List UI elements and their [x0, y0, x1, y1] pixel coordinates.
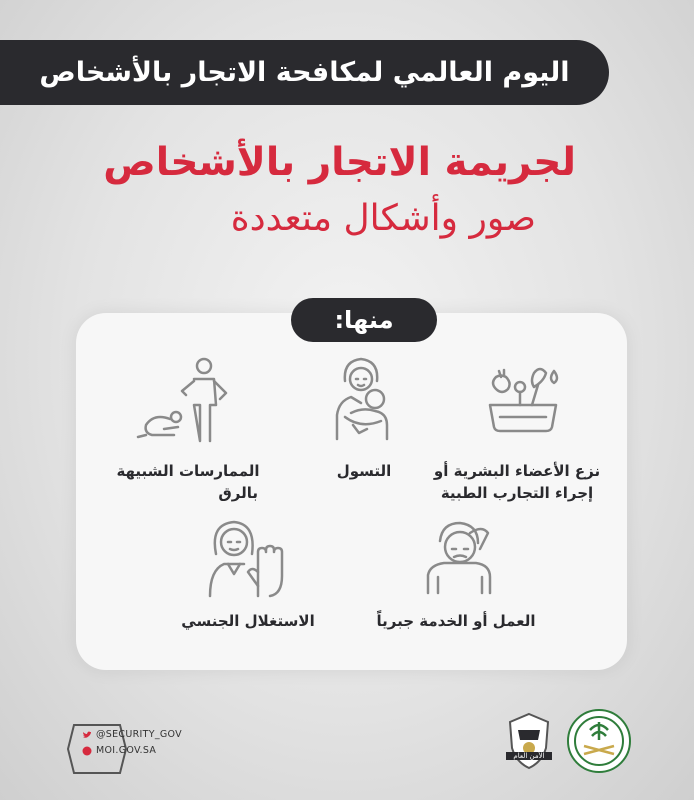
public-security-logo-text: الأمن العام — [506, 752, 552, 760]
page-subtitle: صور وأشكال متعددة — [230, 198, 536, 239]
website-link[interactable]: MOI.GOV.SA — [82, 745, 156, 756]
globe-icon — [82, 746, 92, 756]
moi-emblem-icon — [566, 708, 632, 774]
forced-labor-icon — [424, 519, 496, 595]
header-text: اليوم العالمي لمكافحة الاتجار بالأشخاص — [39, 57, 570, 88]
public-security-logo — [506, 712, 552, 772]
twitter-handle[interactable]: @SECURITY_GOV — [82, 729, 182, 740]
sexual-exploitation-icon — [206, 516, 292, 598]
page-title: لجريمة الاتجار بالأشخاص — [103, 140, 576, 185]
item-label-slavery-practices: الممارسات الشبيهة بالرق — [116, 462, 260, 502]
slavery-practices-icon — [134, 357, 238, 443]
organ-removal-icon — [482, 361, 564, 435]
item-label-organ-removal: نزع الأعضاء البشرية أو إجراء التجارب الطبية — [433, 462, 601, 502]
item-label-begging: التسول — [336, 462, 392, 480]
item-label-sexual-exploitation: الاستغلال الجنسي — [181, 612, 315, 630]
section-label: منها: — [291, 298, 437, 342]
twitter-icon — [82, 730, 92, 740]
begging-icon — [331, 355, 397, 443]
item-label-forced-labor: العمل أو الخدمة جبرياً — [376, 612, 536, 630]
header-bar — [0, 40, 609, 105]
public-security-emblem-icon — [506, 712, 552, 772]
